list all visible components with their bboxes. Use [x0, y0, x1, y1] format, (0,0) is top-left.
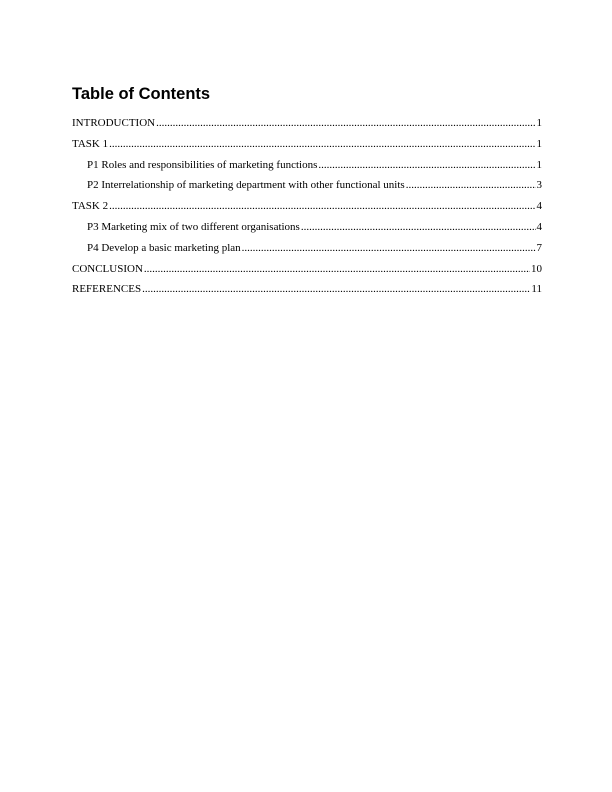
toc-entry-label: TASK 2: [72, 200, 109, 213]
toc-entry-page-number: 4: [536, 200, 542, 213]
toc-entry-page-number: 1: [536, 158, 542, 171]
toc-entry-page-number: 4: [536, 220, 542, 233]
toc-entry-label: P2 Interrelationship of marketing department with other functional units: [87, 179, 405, 192]
toc-entry-p4[interactable]: [72, 242, 542, 263]
toc-entry-p1[interactable]: [72, 159, 542, 180]
toc-entry-label: P4 Develop a basic marketing plan: [87, 241, 241, 254]
toc-dot-leader: [142, 283, 530, 295]
toc-entry-page-number: 1: [536, 117, 542, 129]
toc-entry-p2[interactable]: [72, 179, 542, 200]
toc-entry-task-1[interactable]: [72, 138, 542, 159]
toc-dot-leader: [156, 117, 535, 129]
toc-dot-leader: [318, 159, 535, 171]
toc-entry-page-number: 11: [531, 283, 542, 296]
toc-entry-p3[interactable]: [72, 221, 542, 242]
toc-dot-leader: [109, 200, 535, 212]
toc-entry-page-number: 7: [536, 241, 542, 254]
toc-dot-leader: [144, 263, 530, 275]
toc-entry-page-number: 1: [536, 137, 542, 150]
toc-list: [72, 117, 542, 304]
toc-entry-page-number: 10: [531, 262, 542, 275]
toc-entry-references[interactable]: [72, 283, 542, 304]
toc-entry-introduction[interactable]: [72, 117, 542, 138]
toc-dot-leader: [109, 138, 535, 150]
toc-title: Table of Contents: [72, 85, 211, 103]
toc-entry-label: P3 Marketing mix of two different organisations: [87, 220, 300, 233]
toc-dot-leader: [301, 221, 536, 233]
toc-entry-conclusion[interactable]: [72, 263, 542, 284]
toc-entry-label: CONCLUSION: [72, 262, 143, 275]
toc-entry-task-2[interactable]: [72, 200, 542, 221]
toc-entry-label: P1 Roles and responsibilities of marketing functions: [87, 158, 318, 171]
toc-entry-label: TASK 1: [72, 137, 109, 150]
toc-entry-page-number: 3: [536, 179, 542, 192]
toc-entry-label: INTRODUCTION: [72, 117, 156, 129]
toc-dot-leader: [242, 242, 536, 254]
toc-dot-leader: [406, 179, 536, 191]
toc-entry-label: REFERENCES: [72, 283, 142, 296]
